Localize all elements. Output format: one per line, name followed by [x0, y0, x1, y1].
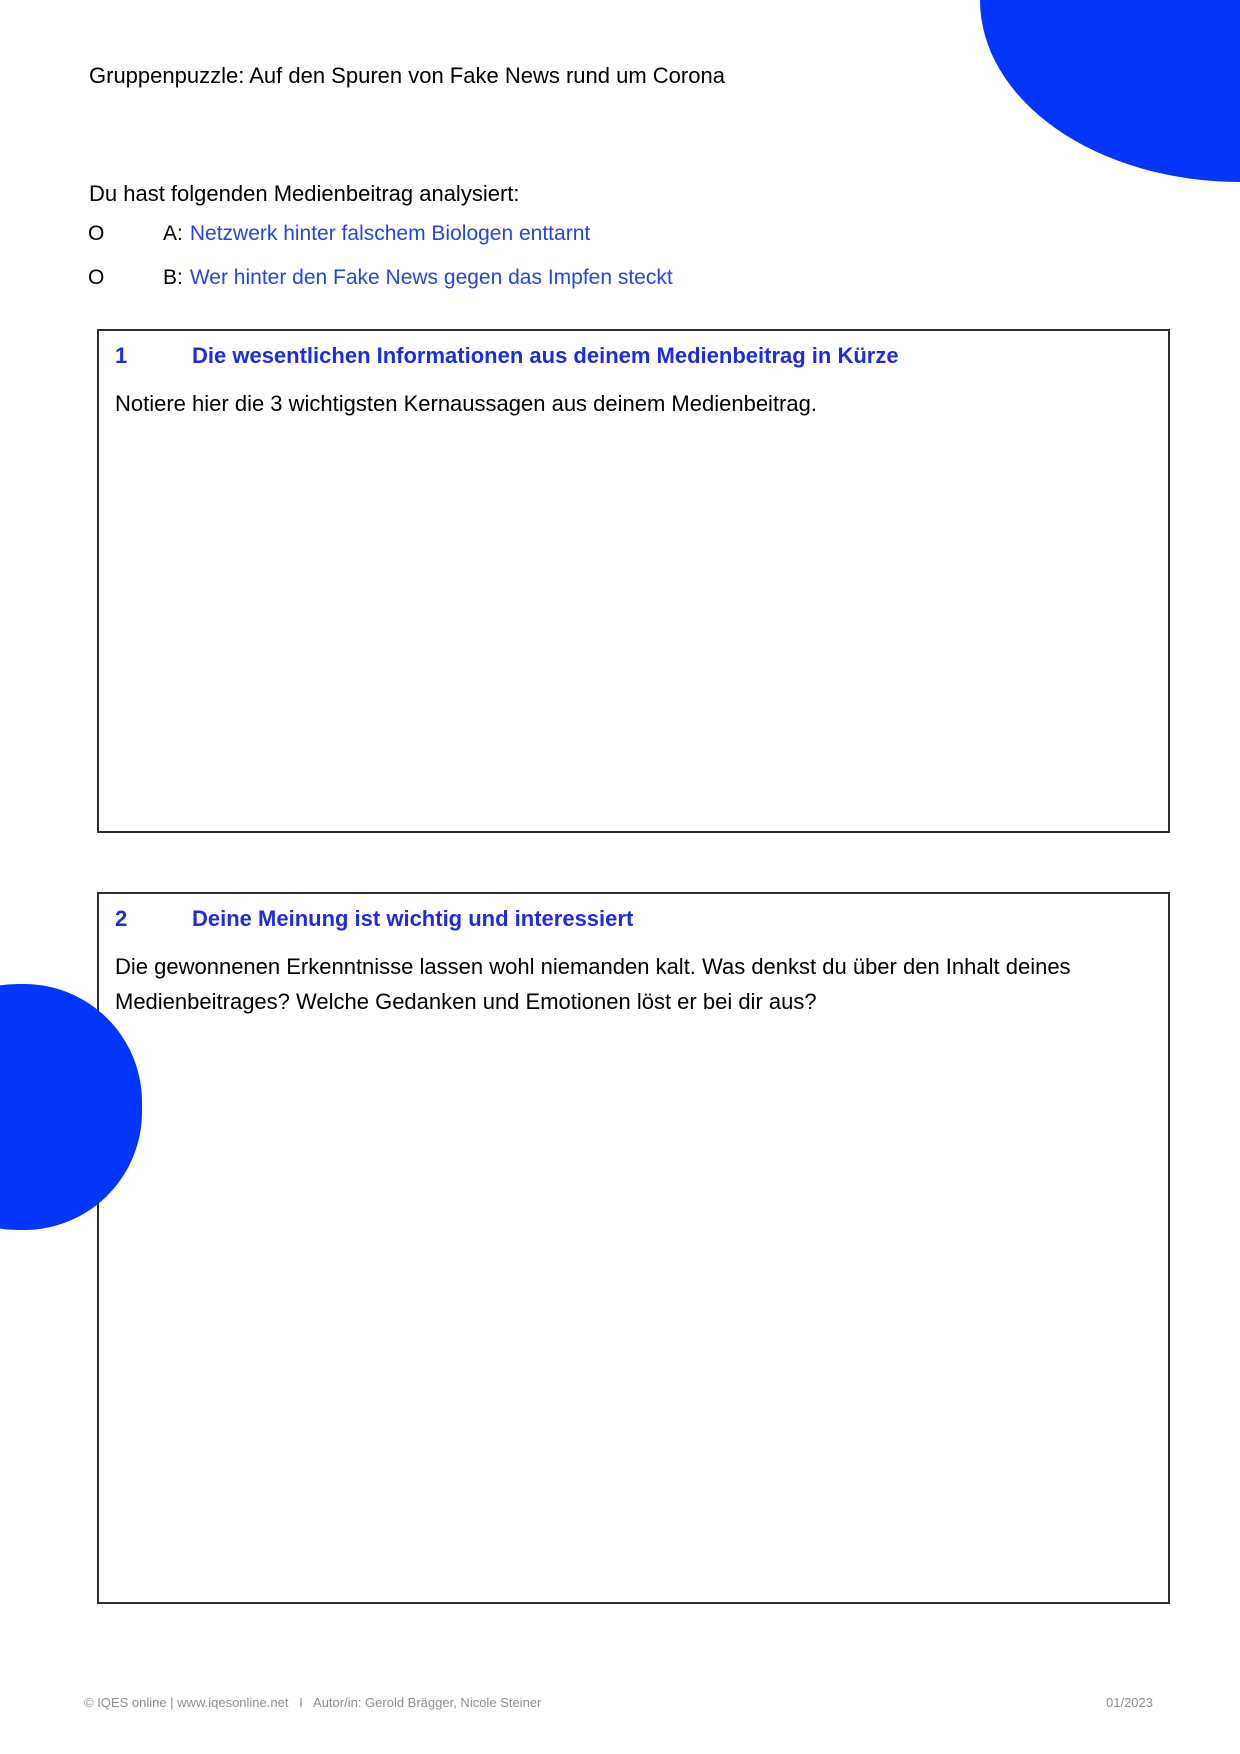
section-1-title-row	[115, 342, 1152, 370]
page-title: Gruppenpuzzle: Auf den Spuren von Fake News rund um Corona	[89, 63, 725, 88]
option-a-bullet: O	[88, 222, 105, 245]
option-b-label: B:	[163, 266, 183, 289]
section-1-instructions: Notiere hier die 3 wichtigsten Kernaussagen aus deinem Medienbeitrag.	[115, 391, 817, 416]
footer-credits: © IQES online | www.iqesonline.net I Autor/in: Gerold Brägger, Nicole Steiner	[84, 1695, 542, 1710]
intro-text: Du hast folgenden Medienbeitrag analysiert:	[89, 181, 520, 206]
section-2-instructions: Die gewonnenen Erkenntnisse lassen wohl niemanden kalt. Was denkst du über den Inhalt deines Medienbeitrages? Welche Gedanken und Emotionen löst er bei dir aus?	[115, 954, 1071, 1014]
option-b-bullet: O	[88, 266, 105, 289]
section-2-box	[97, 892, 1170, 1604]
decorative-blob-top-right	[980, 0, 1240, 182]
section-1-title: Die wesentlichen Informationen aus deinem Medienbeitrag in Kürze	[192, 343, 899, 368]
section-1-number: 1	[115, 343, 128, 368]
section-1-writing-area	[99, 451, 1168, 831]
section-2-title: Deine Meinung ist wichtig und interessiert	[192, 906, 634, 931]
media-link-a[interactable]: Netzwerk hinter falschem Biologen enttarnt	[189, 222, 591, 245]
option-row-b	[88, 265, 673, 291]
option-a-label: A:	[163, 222, 183, 245]
section-2-title-row	[115, 905, 1152, 933]
option-row-a	[88, 221, 590, 247]
section-1-box	[97, 329, 1170, 833]
footer-date: 01/2023	[1106, 1695, 1153, 1710]
section-2-number: 2	[115, 906, 128, 931]
section-2-writing-area	[99, 1014, 1168, 1602]
media-link-b[interactable]: Wer hinter den Fake News gegen das Impfen steckt	[189, 266, 673, 289]
